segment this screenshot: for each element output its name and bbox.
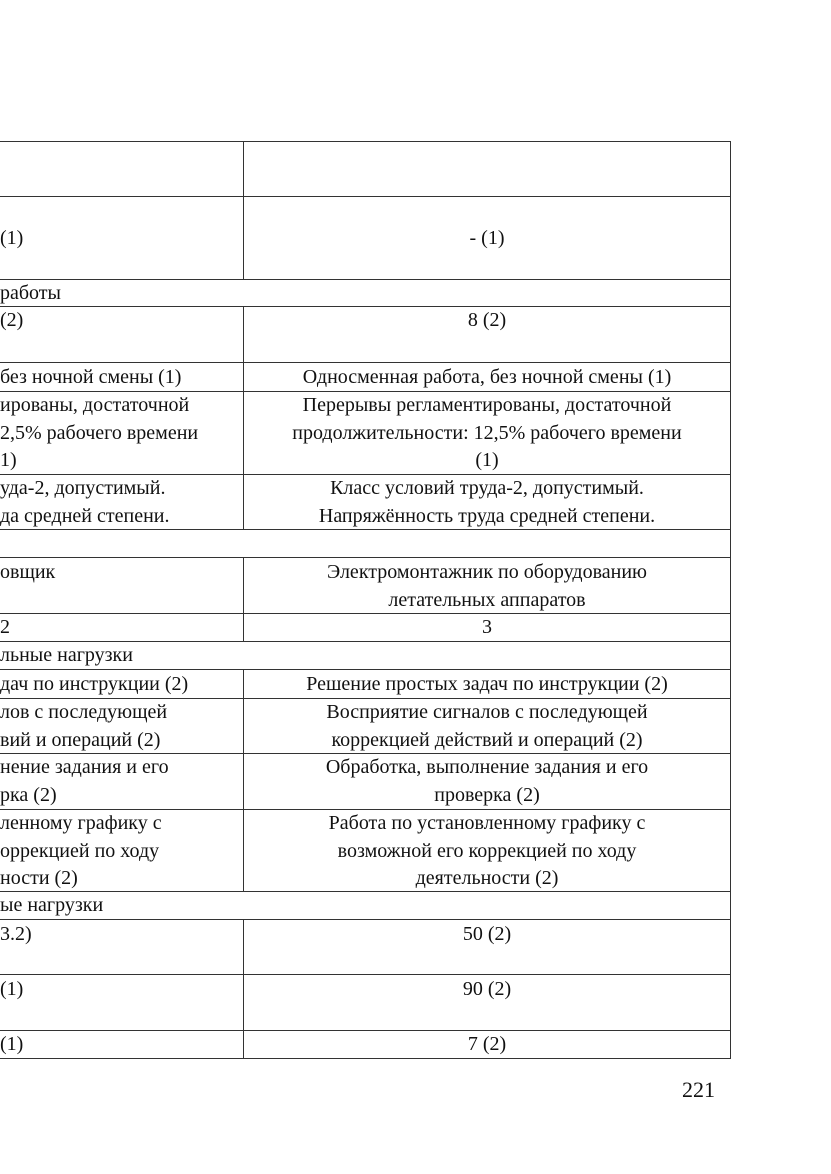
right-cell-profession: Электромонтажник по оборудованию летательных аппаратов (327, 561, 647, 611)
right-cell-grade: 3 (482, 616, 492, 638)
left-cell-sensory-1: 3.2) (0, 923, 32, 945)
left-cell-grade: 2 (0, 616, 10, 638)
right-cell-sensory-3: 7 (2) (467, 1033, 507, 1055)
right-cell-value-1: - (1) (469, 227, 505, 249)
section-intellectual-loads: льные нагрузки (0, 644, 133, 666)
left-cell-profession: овщик (0, 561, 56, 583)
table-rule (0, 557, 731, 558)
right-cell-conditions: Класс условий труда-2, допустимый. Напряжённость труда средней степени. (318, 477, 656, 527)
left-cell-sensory-2: (1) (0, 978, 24, 1000)
table-rule (0, 362, 731, 363)
left-cell-breaks: ированы, достаточной 2,5% рабочего времени 1) (0, 394, 199, 471)
section-sensory-loads: ые нагрузки (0, 894, 104, 916)
table-rule (0, 196, 731, 197)
right-cell-breaks: Перерывы регламентированы, достаточной продолжительности: 12,5% рабочего времени (1) (292, 394, 682, 471)
right-cell-task: Решение простых задач по инструкции (2) (306, 673, 668, 695)
table-rule (0, 919, 731, 920)
right-cell-hours: 8 (2) (467, 309, 507, 331)
right-cell-shift: Односменная работа, без ночной смены (1) (302, 366, 672, 388)
left-cell-processing: нение задания и его рка (2) (0, 756, 169, 806)
right-cell-processing: Обработка, выполнение задания и его проверка (2) (325, 756, 649, 806)
page-number: 221 (682, 1077, 715, 1102)
left-cell-hours: (2) (0, 309, 24, 331)
left-cell-schedule: ленному графику с оррекцией по ходу ности (2) (0, 812, 162, 889)
table-rule (0, 279, 731, 280)
left-cell-value-1: (1) (0, 227, 24, 249)
left-cell-conditions: уда-2, допустимый. да средней степени. (0, 477, 170, 527)
table-rule (0, 974, 731, 975)
right-cell-sensory-2: 90 (2) (462, 978, 512, 1000)
table-rule (243, 141, 244, 280)
right-cell-signals: Восприятие сигналов с последующей коррекцией действий и операций (2) (326, 701, 648, 751)
right-cell-sensory-1: 50 (2) (462, 923, 512, 945)
right-cell-schedule: Работа по установленному графику с возможной его коррекцией по ходу деятельности (2) (328, 812, 646, 889)
section-work-regime: работы (0, 282, 61, 304)
left-cell-signals: лов с последующей вий и операций (2) (0, 701, 168, 751)
left-cell-task: дач по инструкции (2) (0, 673, 189, 695)
left-cell-shift: без ночной смены (1) (0, 366, 182, 388)
left-cell-sensory-3: (1) (0, 1033, 24, 1055)
table-rule (0, 141, 731, 142)
